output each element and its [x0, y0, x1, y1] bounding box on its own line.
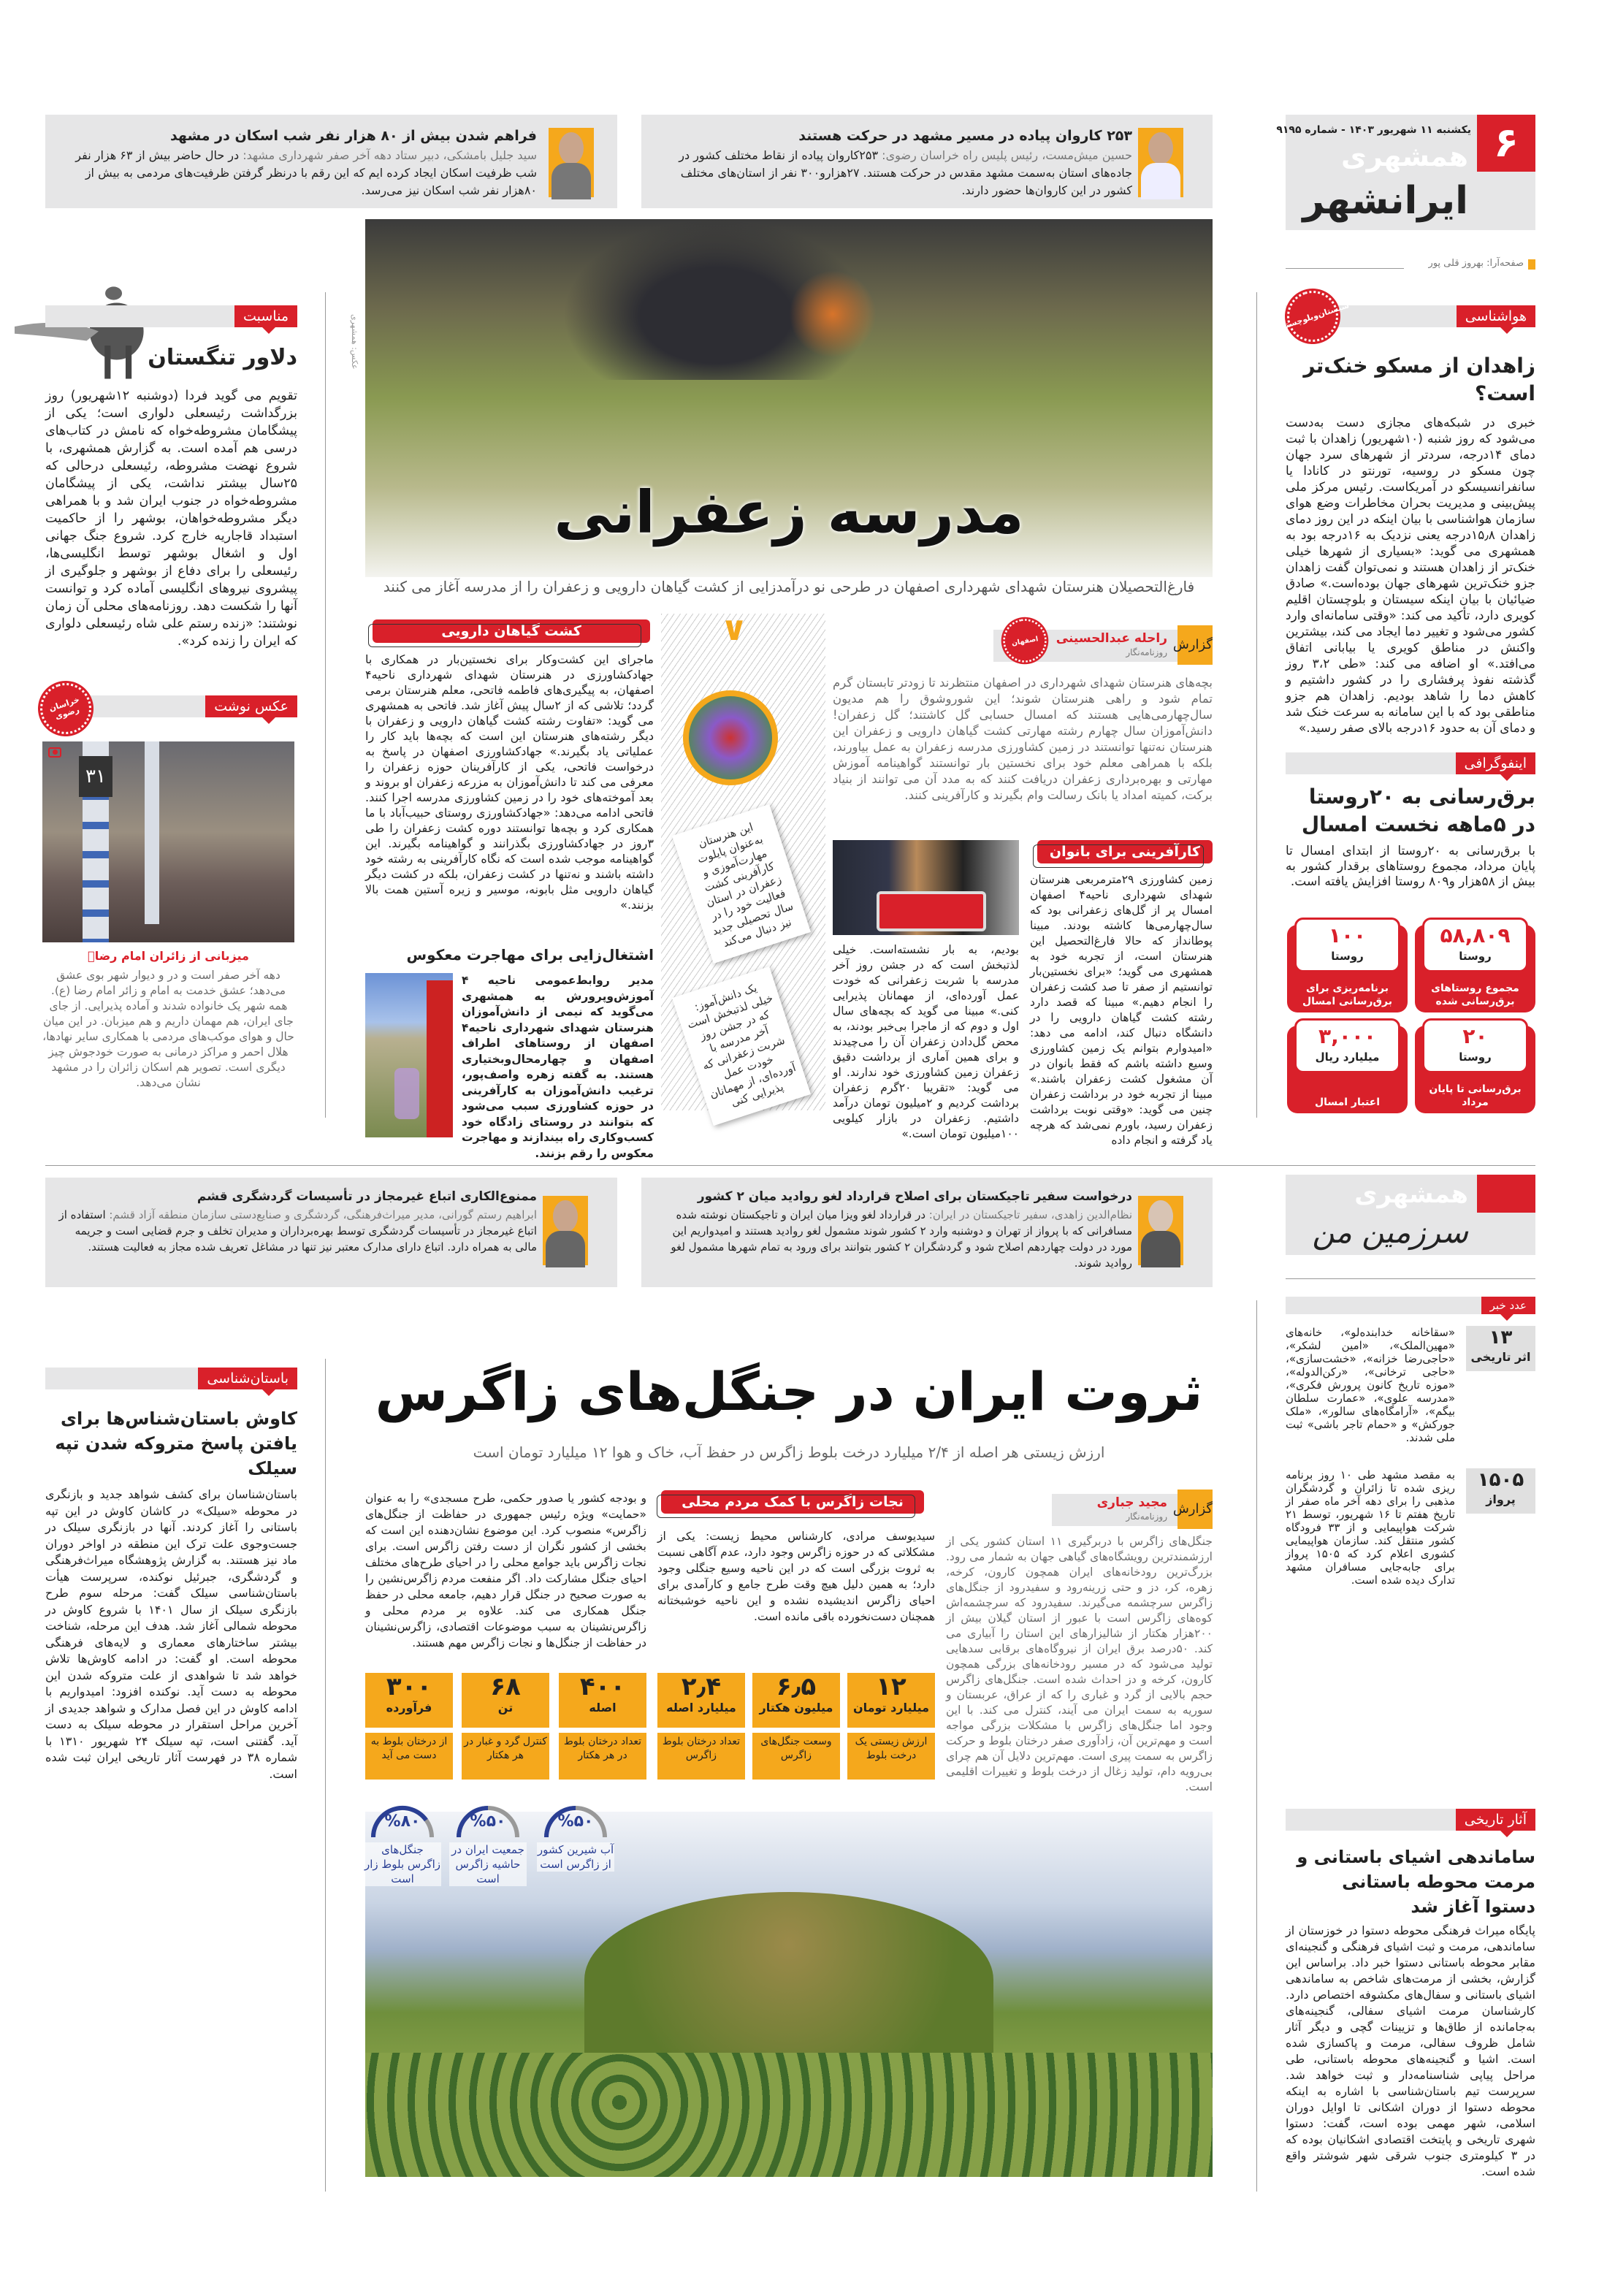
heritage-headline: ساماندهی اشیای باستانی و مرمت محوطه باستانی دستوا آغاز شد	[1297, 1847, 1535, 1917]
saffron-harvest-photo	[365, 973, 453, 1137]
page-number: ۶	[1477, 115, 1535, 172]
author-role: روزنامه‌نگار	[1126, 647, 1167, 657]
stat-tile: ۵۸,۸۰۹ روستا مجموع روستاهای برق‌رسانی شده	[1415, 925, 1535, 1012]
percent-gauge: %۵۰	[453, 1786, 523, 1856]
chevron-down-icon: ∨	[720, 609, 748, 648]
zagros-stat: ۶٫۵ میلیون هکتار	[752, 1673, 840, 1728]
infographic-body: با برق‌رسانی به ۲۰روستا از ابتدای امسال تا پایان مرداد، مجموع روستاهای برقدار کشور به بیش از ۵۸هزار و۸۰۹ روستا افزایش یافته است.	[1286, 844, 1535, 889]
layout-credit: صفحه‌آرا: بهروز قلی پور	[1286, 259, 1535, 274]
weather-headline: زاهدان از مسکو خنک‌تر است؟	[1303, 354, 1535, 405]
zagros-stat-label: وسعت جنگل‌های زاگرس	[752, 1733, 840, 1780]
zagros-stat-label: تعداد درختان بلوط زاگرس	[657, 1733, 745, 1780]
reverse-migration-body: مدیر روابط‌عمومی ناحیه ۴ آموزش‌وپرورش به همشهری می‌گوید که نیمی از دانش‌آموزان هنرستان شهدای شهرداری ناحیه۴ اصفهان از روستاهای اطراف اصفهان و چهارمحال‌وبختیاری هستند. به گفته زهره واصف‌پور، ترغیب دانش‌آموزان به کارآفرینی در حوزه کشاورزی سبب می‌شود که بتوانند در روستای زادگاه خود کسب‌وکاری راه بیندازند و مهاجرت معکوس را رقم بزنند.	[462, 974, 654, 1160]
photo-note-tag-bar: عکس نوشت	[45, 695, 297, 717]
weather-tag-bar: هواشناسی	[1286, 305, 1535, 327]
region-stamp: سیستان‌وبلوچستان	[1280, 284, 1345, 348]
zagros-intro: جنگل‌های زاگرس با دربرگیری ۱۱ استان کشور یکی از ارزشمندترین رویشگاه‌های گیاهی جهان به شمار می رود. بزرگ‌ترین رودخانه‌های ایران همچون کارون، کرخه، زهره، کر، دز و حتی زرینه‌رود و سفیدرود از جنگل‌های زاگرس سرچشمه می‌گیرند. سفیدرود که سرچشمه‌اش کوه‌های زاگرس است با عبور از استان گیلان بیش از ۲۰۰هزار هکتار از شالیزارهای این استان را آبیاری می کند. ۵۰درصد برق ایران از نیروگاه‌های برقابی سدهایی تولید می‌شود که در مسیر رودخانه‌های بزرگی همچون کارون، کرخه و دز احداث شده است. جنگل‌های زاگرس حجم بالایی از گرد و غباری را که از عراق، عربستان و سوریه به سمت ایران می آیند، کنترل می کند. با این وجود اما جنگل‌های زاگرس با مشکلات بزرگی مواجه است و مهم‌ترین آن، زادآوری صفر درختان بلوط و حرکت زاگرس به سمت پیری است. مهم‌ترین دلایل آن هم چرای بی‌رویه دام، تولید زغال از درخت بلوط و تغییرات اقلیمی است.	[946, 1535, 1213, 1793]
section-heading-medicinal-plants: کشت گیاهان دارویی	[373, 619, 650, 643]
section-title: ایرانشهر	[1302, 179, 1468, 223]
photo-credit: عکس: همشهری	[350, 314, 359, 370]
portrait-photo	[1138, 128, 1183, 197]
zagros-stat: ۴۰۰ اصله	[559, 1673, 646, 1728]
saffron-headline: مدرسه زعفرانی	[554, 478, 1024, 546]
archaeology-headline: کاوش باستان‌شناس‌ها برای یافتن پاسخ متروکه شدن تپه سیلک	[55, 1408, 297, 1479]
masthead	[1276, 115, 1535, 230]
author-name: راحله عبدالحسینی	[1056, 631, 1167, 646]
occasion-body: تقویم می گوید فردا (دوشنبه ۱۲شهریور) روز بزرگداشت رئیسعلی دلواری است؛ یکی از پیشگامان مشروطه‌خواه که نامش در کتاب‌های درسی هم آمده است. به گزارش همشهری، با شروع نهضت مشروطه، رئیسعلی درحالی که ۲۵سال بیشتر نداشت، یکی از پیشگامان مشروطه‌خواه در جنوب ایران شد و با همراهی دیگر مشروطه‌خواهان، بوشهر را از حاکمیت استبداد قاجاریه خارج کرد. شروع جنگ جهانی اول و اشغال بوشهر توسط انگلیسی‌ها، رئیسعلی را برای دفاع از بوشهر و جلوگیری از پیشروی نیروهای انگلیسی آماده کرد و توانست آنها را شکست دهد. روزنامه‌های محلی آن زمان نوشتند: «زنده رستم علی شاه رئیسعلی دلواری که ایران را زنده کرد».	[45, 389, 297, 649]
number-news-text: «سقاخانه خدابنده‌لو»، خانه‌های «مهین‌الملک»، «امین لشکر»، «حاجی‌رضا خزانه»، «خشت‌سازی»، «حاجی ترخانی»، «رکن‌الدوله»، «موزه تاریخ کانون پرورش فکری»، «مدرسه علوی»، «عمارت سلطان بیگم»، «آرامگاه‌های سالور»، «ملک جورکش» و «حمام تاجر باشی» ثبت ملی شدند.	[1286, 1326, 1455, 1444]
portrait-photo	[1138, 1196, 1183, 1265]
portrait-photo	[543, 1196, 588, 1265]
infographic-headline: برق‌رسانی به ۲۰روستا در ۵ماهه نخست امسال	[1301, 785, 1535, 836]
number-box: ۱۵۰۵ پرواز	[1466, 1468, 1535, 1514]
stat-tile: ۳,۰۰۰ میلیارد ریال اعتبار امسال	[1287, 1026, 1408, 1113]
weather-body: خبری در شبکه‌های مجازی دست به‌دست می‌شود که روز شنبه (۱۰شهریور) زاهدان با ثبت دمای ۱۴درجه، سردتر از شهرهای سرد جهان چون مسکو در روسیه، تورنتو در کانادا یا سانفرانسیسکو در آمریکاست. رئیس مرکز ملی پیش‌بینی و مدیریت بحران مخاطرات وضع هوای سازمان هواشناسی با بیان اینکه در این روز دمای زاهدان ۱۵٫۸درجه یعنی نزدیک به ۱۶درجه بود به همشهری می گوید: «بسیاری از شهرها خیلی خنک‌تر از زاهدان هستند و نمی‌توان گفت زاهدان جزو خنک‌ترین شهرهای جهان بوده‌است.» صادق ضیائیان با بیان اینکه سیستان و بلوچستان اقلیم کویری دارد، تأکید می کند: «وقتی سامانه‌ای وارد کشور می‌شود و تغییر دما ایجاد می کند، بیشترین واکنش در مناطق کویری یا بیابانی اتفاق می‌افتد.» او اضافه می کند: «طی ۳،۲ روز گذشته نفوذ پرفشاری را در کشور داشتیم و کاهش دما را شاهد بودیم. زاهدان هم جزو مناطقی بود که با این سامانه به سرعت خنک شد و دمای آن به حدود ۱۶درجه بالای صفر رسید.»	[1286, 416, 1535, 736]
report-byline: گزارش راحله عبدالحسینی روزنامه‌نگار	[993, 630, 1213, 662]
photo-caption: میزبانی از زائران امام رضاؑ	[88, 949, 249, 963]
zagros-headline: ثروت ایران در جنگل‌های زاگرس	[375, 1361, 1203, 1422]
gauge-label: جنگل‌های زاگرس بلوط زار است	[364, 1843, 441, 1885]
zagros-subtitle: ارزش زیستی هر اصله از ۲/۴ میلیارد درخت بلوط زاگرس در حفظ آب، خاک و هوا ۱۲ میلیارد تومان است	[473, 1443, 1105, 1461]
archaeology-body: باستان‌شناسان برای کشف شواهد جدید و بازنگری در محوطه «سیلک» در کاشان کاوش در این تپه باستانی را آغاز کردند. آنها در بازنگری سیلک در جست‌وجوی علت ترک این منطقه در اواخر دوران ماد نیز هستند. به گزارش پژوهشگاه میراث‌فرهنگی و گردشگری، جبرئیل نوکنده، سرپرست هیأت باستان‌شناسی سیلک گفت: مرحله سوم طرح بازنگری سیلک از سال ۱۴۰۱ با شروع کاوش در محوطه شمالی آغاز شد. هدف این مرحله، شناخت بیشتر ساختارهای معماری و لایه‌های فرهنگی محوطه است. او گفت: در ادامه کاوش‌ها تلاش خواهد شد تا شواهدی از علت متروکه شدن این محوطه به دست آید. نوکنده افزود: امیدواریم با ادامه کاوش در این فصل مدارک و شواهد جدیدی از آخرین مراحل استقرار در محوطه سیلک به دست آید. گفتنی است، تپه سیلک ۲۴ شهریور ۱۳۱۰ با شماره ۳۸ در فهرست آثار تاریخی ایران ثبت شده است.	[45, 1487, 298, 1781]
infographic-tag-bar: اینفوگرافی	[1286, 752, 1535, 774]
occasion-tag-bar: مناسبت	[45, 305, 297, 327]
number-box: ۱۳ اثر تاریخی	[1466, 1326, 1535, 1371]
zagros-stat-label: ارزش زیستی یک درخت بلوط	[847, 1733, 935, 1780]
stat-tile: ۱۰۰ روستا برنامه‌ریزی برای برق‌رسانی امسال	[1287, 925, 1408, 1012]
pilgrims-photo	[42, 741, 294, 942]
report-byline: گزارش مجید جباری روزنامه‌نگار	[1052, 1494, 1213, 1526]
gauge-label: آب شیرین کشور از زاگرس است	[537, 1843, 614, 1871]
archaeology-tag-bar: باستان‌شناسی	[45, 1368, 297, 1389]
zagros-col-body: و بودجه کشور یا صدور حکمی، طرح مسجدی» را به عنوان «حمایت» ویژه رئیس جمهوری در حفاظت از جنگل‌های زاگرس» منصوب کرد. این موضوع نشان‌دهنده این است که بخشی از کشور نگران از دست رفتن زاگرس است. برای نجات زاگرس باید جوامع محلی را در احیای طرح‌های مختلف احیای جنگل مشارکت داد. اگر منفعت مردم زاگرس‌نشین را به صورت صحیح در جنگل قرار دهیم، جامعه محلی در حفظ جنگل همکاری می کند. علاوه بر مردم محلی و زاگرس‌نشینان به سبب موضوعات اقتصادی، زاگرس‌نشینان در حفاظت از جنگل‌ها و نجات زاگرس مهم هستند.	[365, 1492, 646, 1649]
zagros-stat: ۲٫۴ میلیارد اصله	[657, 1673, 745, 1728]
zagros-stat: ۳۰۰ فرآورده	[365, 1673, 453, 1728]
zagros-stat: ۱۲ میلیارد تومان	[847, 1673, 935, 1728]
paper-name-logo: همشهری	[1340, 140, 1468, 172]
paper-name-logo: همشهری	[1354, 1180, 1468, 1209]
news-box-tajikistan-visa: درخواست سفیر تاجیکستان برای اصلاح قرارداد لغو روادید میان ۲ کشور نظام‌الدین زاهدی، سفیر تاجیکستان در ایران: در قرارداد لغو ویزا میان ایران و تاجیکستان نوشته شده مسافرانی که با پرواز از تهران و دوشنبه وارد ۲ کشور شوند مشمول لغو روادید هستند و امیدواریم این مورد در دولت چهاردهم اصلاح شود و گردشگران ۲ کشور بتوانند برای ورود به تمام شهرها مشمول لغو روادید شوند.	[641, 1178, 1213, 1287]
quote-note: یک دانش‌آموز: خیلی لذتبخش است که در جشن روز آخر مدرسه با شربت زعفرانی که خودت عمل آورده‌ای، از مهمانان پذیرایی کنی	[672, 966, 811, 1126]
date-issue: یکشنبه ۱۱ شهریور ۱۴۰۳ - شماره ۹۱۹۵	[1276, 124, 1471, 136]
pillar-number-sign: ۳۱	[79, 756, 112, 797]
saffron-subtitle: فارغ‌التحصیلان هنرستان شهدای شهرداری اصفهان در طرحی نو درآمدزایی از کشت گیاهان دارویی و زعفران را از مدرسه آغاز می کنند	[365, 577, 1213, 596]
zagros-stat-label: کنترل گرد و غبار در هر هکتار	[462, 1733, 549, 1780]
number-news-tag-bar: عدد خبر	[1286, 1297, 1535, 1314]
percent-gauge: %۵۰	[541, 1786, 611, 1856]
save-zagros-body: سیدیوسف مرادی، کارشناس محیط زیست: یکی از مشکلاتی که در حوزه زاگرس وجود دارد، عدم آگاهی نسبت به ثروت بزرگی است که در این ناحیه وسیع جنگلی وجود دارد؛ به همین دلیل هیچ وقت طرح جامع و کارآمدی برای احیای زاگرس اندیشیده نشده و این ناحیه خوشبختانه همچنان دست‌نخورده باقی مانده است.	[657, 1530, 935, 1623]
author-name: مجید جباری	[1096, 1495, 1167, 1510]
reverse-migration-heading: اشتغال‌زایی برای مهاجرت معکوس	[406, 946, 654, 964]
women-entrepreneurship-body: زمین کشاورزی ۲۹مترمربعی هنرستان شهدای شهرداری ناحیه۴ اصفهان امسال پر از گل‌های زعفرانی بود که سال‌چهارمی‌ها کاشته بودند. مبینا پوطانداز که حالا فارغ‌التحصیل این هنرستان است، از تجربه خود به همشهری می گوید؛ «برای نخستین‌بار توانستیم از صفر تا صد کشت زعفران را انجام دهیم.» مبینا که قصد دارد رشته کشت گیاهان دارویی را در دانشگاه دنبال کند، ادامه می دهد: «امیدوارم بتوانم یک زمین کشاورزی وسیع داشته باشم که فقط بانوان در آن مشغول کشت زعفران باشند.» مبینا از تجربه خود در برداشت زعفران چنین می گوید: «وقتی نوبت برداشت زعفران رسید، باورم نمی‌شد که هرچه یاد گرفته و انجام داده	[1030, 873, 1213, 1147]
medicinal-plants-body: ماجرای این کشت‌وکار برای نخستین‌بار در همکاری با جهادکشاورزی در هنرستان شهدای شهرداری ناحیه۴ اصفهان، به پیگیری‌های فاطمه فاتحی، معلم هنرستان برمی گردد؛ تلاشی که از ۲سال پیش آغاز شد. فاتحی به همشهری می گوید: «تفاوت رشته کشت گیاهان دارویی و زعفران با دیگر رشته‌های هنرستان این است که بچه‌ها باید کار را عملیاتی یاد بگیرند.» جهادکشاورزی اصفهان در پاسخ به درخواست فاتحی، یکی از کارآفرینان حوزه زعفران را معرفی می کند تا دانش‌آموزان به مزرعه زعفران او بروند و بعد آموخته‌های خود را در زمین کشاورزی مدرسه اجرا کنند. فاتحی ادامه می‌دهد: «جهادکشاورزی روستای حبیب‌آباد با ما همکاری کرد و بچه‌ها توانستند دوره کشت زعفران را طی ۳روز در جهادکشاورزی بگذرانند و گواهینامه بگیرند. این گواهینامه موجب شده است که نگاه کارآفرینی به رشته خود داشته باشند و نه‌تنها در کشت زعفران، بلکه در کشت دیگر گیاهان دارویی مثل بابونه، موسیر و زیره آستین همت بالا بزنند.»	[365, 652, 654, 912]
zagros-stat-label: از درختان بلوط به دست می آید	[365, 1733, 453, 1780]
number-news-text: به مقصد مشهد طی ۱۰ روز برنامه ریزی شده تا زائران و گردشگران مذهبی را برای دهه آخر ماه صفر از تاریخ هفتم تا ۱۶ شهریور، توسط ۲۱ شرکت هواپیمایی و از ۳۳ فرودگاه کشور منتقل کند. سازمان هواپیمایی کشوری اعلام کرد که ۱۵۰۵ پرواز برای جابه‌جایی مسافران مشهد تدارک دیده شده است.	[1286, 1468, 1456, 1587]
news-box-qeshm: ممنوع‌الکاری اتباع غیرمجاز در تأسیسات گردشگری قشم ابراهیم رستم گورانی، مدیر میراث‌فرهنگی، گردشگری و صنایع‌دستی سازمان منطقه آزاد قشم: استفاده از اتباع غیرمجاز در تأسیسات گردشگری توسط بهره‌برداران و مدیران تخلف و جرم قضایی است و جریمه مالی به همراه دارد. اتباع دارای مدارک معتبر نیز تنها در مشاغل تعریف شده مجاز به فعالیت هستند.	[45, 1178, 617, 1287]
heritage-tag-bar: آثار تاریخی	[1286, 1809, 1535, 1831]
author-role: روزنامه‌نگار	[1126, 1511, 1167, 1522]
heritage-body: پایگاه میراث فرهنگی محوطه دستوا در خوزستان از ساماندهی، مرمت و ثبت اشیای فرهنگی و گنجینه‌ای مقابر محوطه باستانی دستوا خبر داد. براساس این گزارش، بخشی از مرمت‌های شاخص به ساماندهی اشیای باستانی و سفال‌های مکشوفه اختصاص دارد. کارشناسان مرمت اشیای سفالی، گنجینه‌های به‌جامانده از طاق‌ها و تزیینات گچی و دیگر آثار شامل ظروف سفالی، مرمت و پاکسازی شده است. اشیا و گنجینه‌های محوطه باستانی، طی مراحل پیاپی شناسنامه‌دار و ثبت خواهد شد. سرپرست تیم باستان‌شناسی با اشاره به اینکه محوطه دستوا از دوران اشکانی تا اوایل دوران اسلامی، شهر مهمی بوده است، گفت: دستوا شهری تاریخی و پایتخت اقتصادی اشکانیان بوده که در ۳ کیلومتری جنوب شرقی شهر شوشتر واقع شده است.	[1286, 1923, 1536, 2178]
saffron-flower-icon	[683, 690, 778, 785]
saffron-products-photo	[833, 840, 1019, 935]
photo-note-body: دهه آخر صفر است و در و دیوار شهر بوی عشق می‌دهد؛ عشق خدمت به امام و زائر امام رضا (ع). همه شهر یک خانواده شدند و آماده پذیرایی. از جای جای ایران، هم مهمان داریم و هم میزبان. در این میان حال و هوای موکب‌های مردمی با همکاری سایر نهادها، هلال احمر و مراکز درمانی به صورت خودجوش چیز دیگری است. تصویر هم اسکان زائران را در مشهد نشان می‌دهد.	[42, 969, 294, 1089]
section-heading-women-entrepreneurship: کارآفرینی برای بانوان	[1037, 840, 1213, 863]
saffron-intro: بچه‌های هنرستان شهدای شهرداری در اصفهان منتظرند تا زودتر تابستان گرم تمام شود و راهی هنرستان شوند؛ این شوروشوق را هم مدیون سال‌چهارمی‌هایی هستند که امسال حسابی گل کاشتند؛ گل زعفران! دانش‌آموزان سال چهارم رشته مهارتی کشت گیاهان دارویی و زعفران این هنرستان نه‌تنها توانستند در زمین کشاورزی مدرسه زعفران به عمل بیاورند، بلکه با همراهی معلم خود برای نخستین بار توانستند گواهینامه آموزش مهارتی و بهره‌برداری زعفران دریافت کنند که به مدد آن می توانند از بنیاد برکت، کمیته امداد یا بانک رسالت وام بگیرند و کارآفرینی کنند.	[833, 676, 1213, 802]
portrait-photo	[549, 128, 594, 197]
region-stamp: اصفهان	[1000, 616, 1050, 666]
section-heading-save-zagros: نجات زاگرس با کمک مردم محلی	[661, 1490, 924, 1514]
gauge-label: جمعیت ایران در حاشیه زاگرس است	[449, 1842, 527, 1886]
quote-note: این هنرستان به‌عنوان پایلوت مهارت‌آموزی و کارآفرینی کشت زعفران در استان فعالیت خود را در سال تحصیلی جدید نیز دنبال می‌کند	[672, 804, 811, 964]
zagros-stat-label: تعداد درختان بلوط در هر هکتار	[559, 1733, 646, 1780]
saffron-col3-body: بودیم، به بار نشسته‌است. خیلی لذتبخش است که در جشن روز آخر مدرسه با شربت زعفرانی که خودت عمل آورده‌ای، از مهمانان پذیرایی کنی.» مبینا می گوید که بچه‌های سال اول و دوم که از ماجرا بی‌خبر بودند، به محض گل‌دادن زعفران آن را می‌چیدند و برای همین آماری از برداشت دقیق زعفران زمین کشاورزی خود ندارند. او می گوید: «تقریبا ۲۰گرم زعفران برداشت کردیم و ۲میلیون تومان درآمد داشتیم. زعفران در بازار کیلویی ۱۰۰میلیون تومان است.»	[833, 943, 1019, 1140]
zagros-stat: ۶۸ تن	[462, 1673, 549, 1728]
camera-icon	[48, 747, 61, 758]
stat-tile: ۲۰ روستا برق‌رسانی تا پایان مرداد	[1415, 1026, 1535, 1113]
news-box-accommodation: فراهم شدن بیش از ۸۰ هزار نفر شب اسکان در مشهد سید جلیل بامشکی، دبیر ستاد دهه آخر صفر شهرداری مشهد: در حال حاضر بیش از ۶۳ هزار نفر شب ظرفیت اسکان ایجاد کرده ایم که این رقم با درنظر گرفتن ظرفیت‌های مردمی به بیش از ۸۰هزار نفر شب اسکان نیز می‌رسد.	[45, 115, 617, 208]
occasion-headline: دلاور تنگستان	[148, 345, 297, 370]
lower-masthead	[1286, 1175, 1535, 1255]
section-title: سرزمین من	[1312, 1214, 1468, 1250]
percent-gauge: %۸۰	[367, 1786, 438, 1856]
news-box-pilgrim-caravans: ۲۵۳ کاروان پیاده در مسیر مشهد در حرکت هستند حسین میش‌مست، رئیس پلیس راه خراسان رضوی: ۲۵۳کاروان پیاده از نقاط مختلف کشور در جاده‌های استان به‌سمت مشهد مقدس در حرکت هستند. ۲۷هزارو۳۰۰ نفر از استان‌های مختلف کشور در این کاروان‌ها حضور دارند.	[641, 115, 1213, 208]
region-stamp: خراسان رضوی	[34, 676, 98, 741]
